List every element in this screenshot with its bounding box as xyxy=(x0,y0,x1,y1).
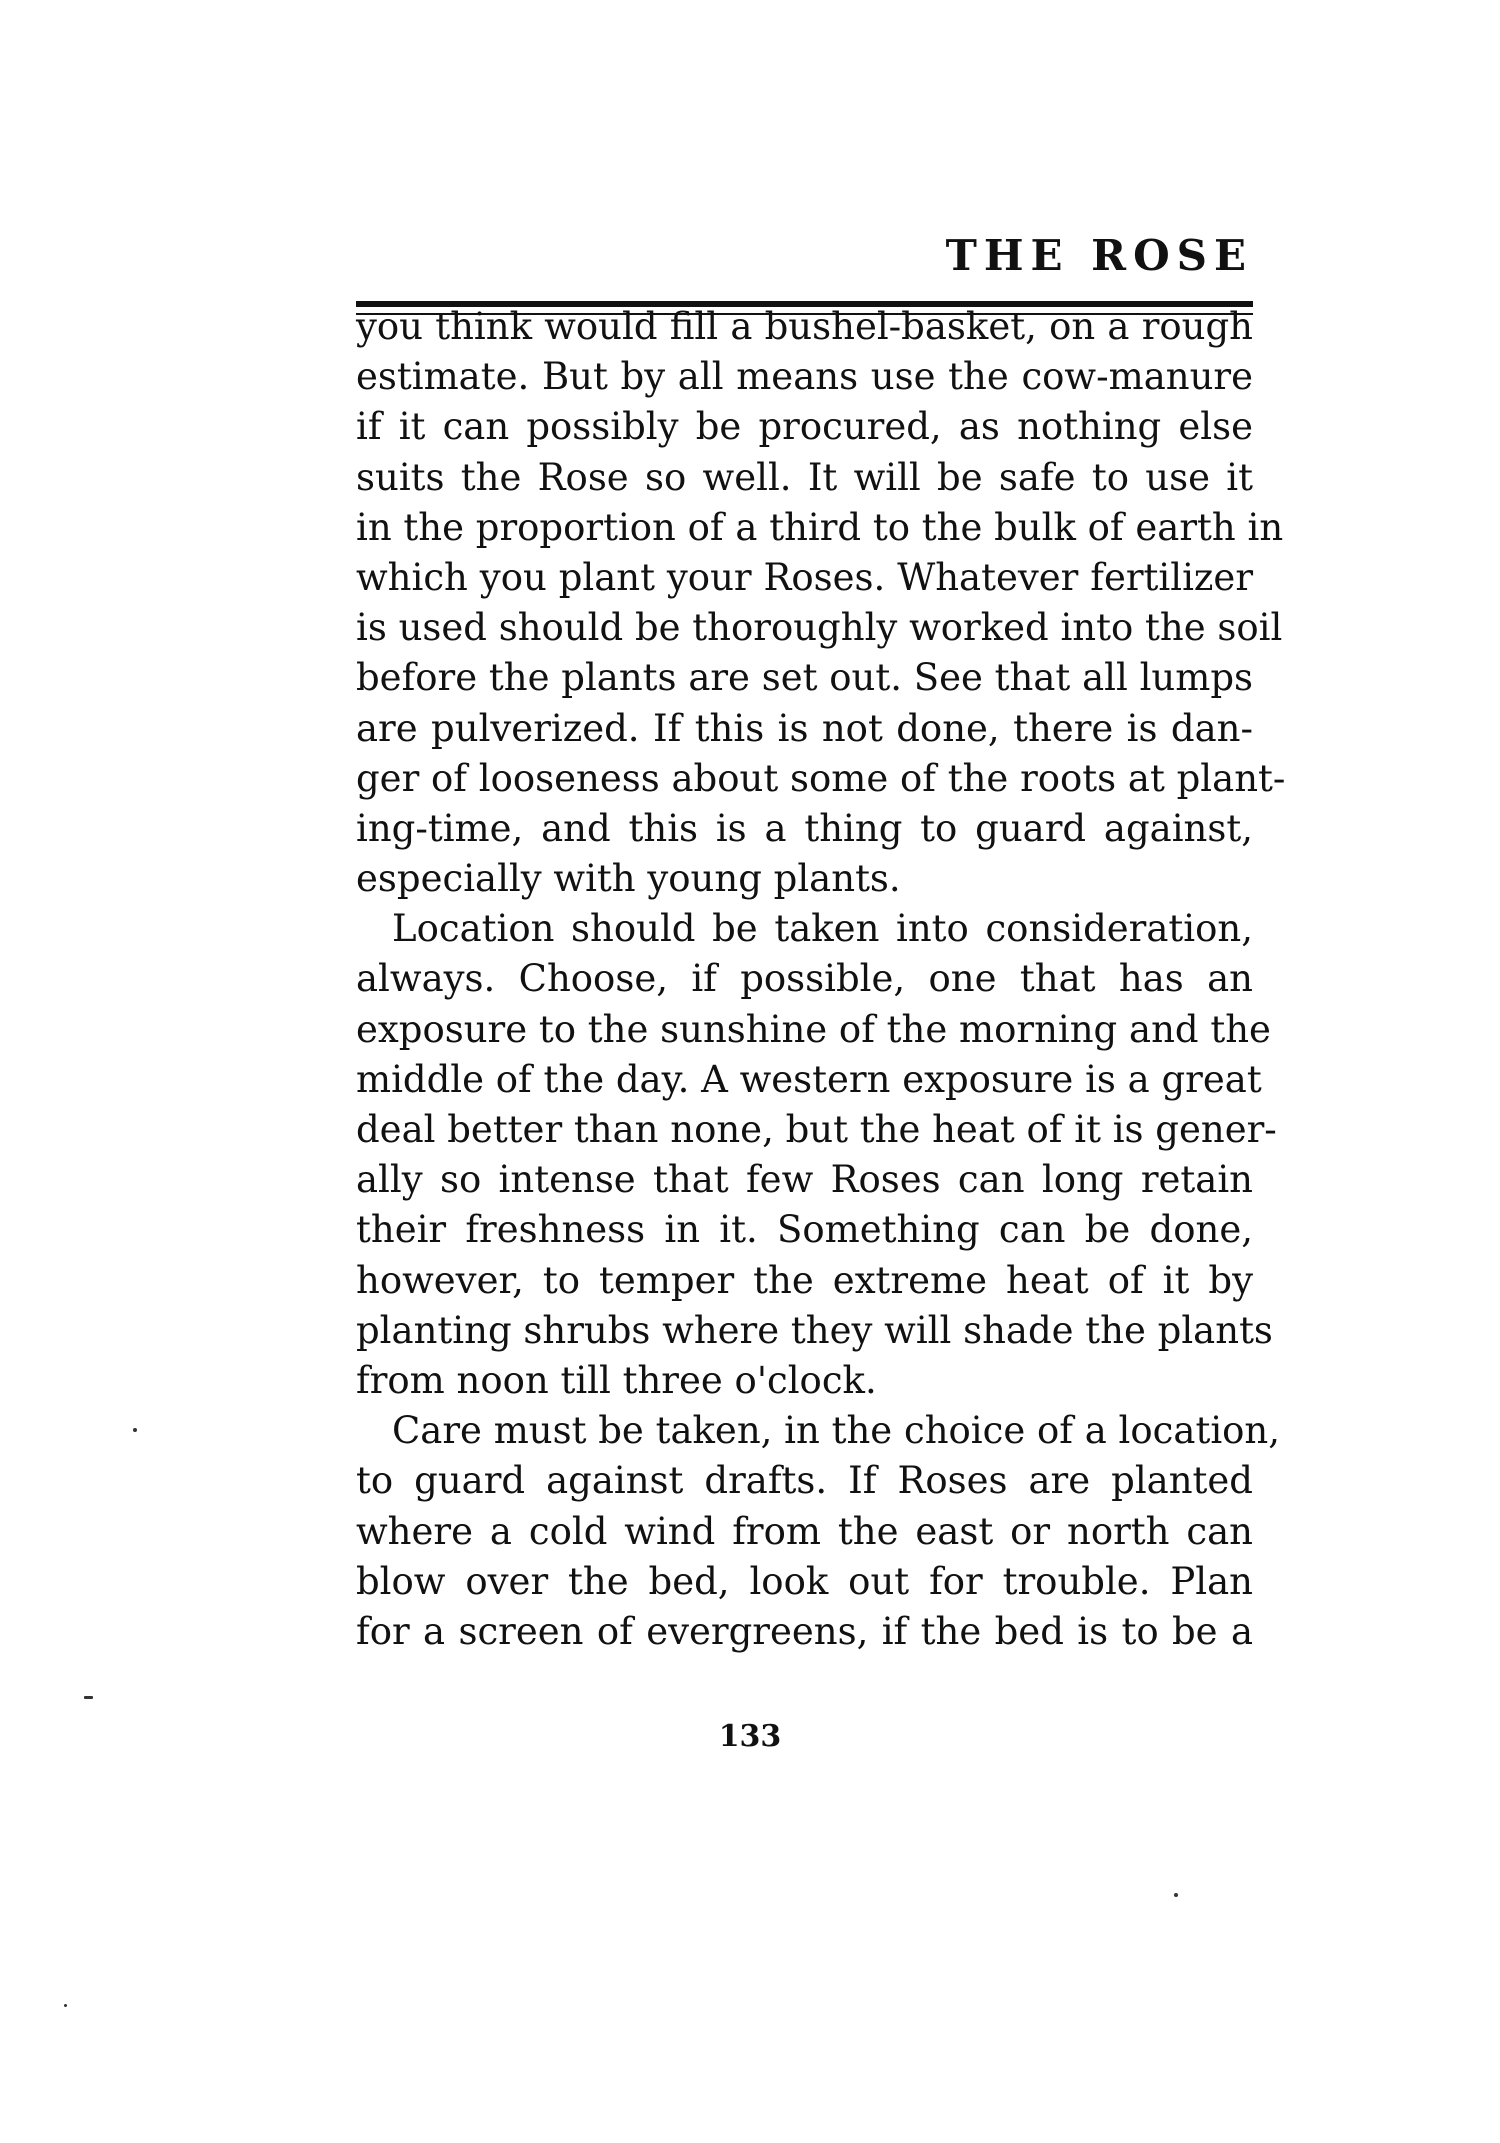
text-line: which you plant your Roses. Whatever fertilizer xyxy=(356,555,1253,599)
text-line: where a cold wind from the east or north can xyxy=(356,1509,1253,1553)
text-line: you think would fill a bushel-basket, on a rough xyxy=(356,305,1253,348)
scan-speck xyxy=(133,1428,137,1432)
text-line: planting shrubs where they will shade the plants xyxy=(356,1308,1273,1352)
paragraph-3 xyxy=(356,1406,1281,1657)
text-line: estimate. But by all means use the cow-manure xyxy=(356,355,1253,399)
text-line: from noon till three o'clock. xyxy=(356,1358,877,1402)
text-line: is used should be thoroughly worked into the soil xyxy=(356,606,1283,650)
running-head: THE ROSE xyxy=(945,231,1253,280)
text-line: always. Choose, if possible, one that has an xyxy=(356,957,1253,1001)
text-line: to guard against drafts. If Roses are planted xyxy=(356,1459,1253,1503)
paragraph-2 xyxy=(356,904,1277,1406)
text-line: exposure to the sunshine of the morning and the xyxy=(356,1007,1271,1051)
text-line: are pulverized. If this is not done, there is dan- xyxy=(356,706,1253,750)
text-line: blow over the bed, look out for trouble. Plan xyxy=(356,1559,1253,1603)
text-line: especially with young plants. xyxy=(356,857,901,901)
text-line: ger of looseness about some of the roots at plant- xyxy=(356,756,1286,800)
text-line: their freshness in it. Something can be done, xyxy=(356,1208,1253,1252)
scan-speck xyxy=(84,1696,93,1699)
text-line: Care must be taken, in the choice of a location, xyxy=(392,1409,1281,1453)
scan-speck xyxy=(64,2004,67,2007)
scan-speck xyxy=(1174,1893,1178,1897)
text-line: ing-time, and this is a thing to guard against, xyxy=(356,806,1253,850)
body-text xyxy=(356,302,1286,1657)
text-line: for a screen of evergreens, if the bed is to be a xyxy=(356,1609,1253,1653)
text-line: middle of the day. A western exposure is a great xyxy=(356,1057,1262,1101)
text-line: suits the Rose so well. It will be safe to use it xyxy=(356,455,1253,499)
text-line: deal better than none, but the heat of it is gener- xyxy=(356,1108,1277,1151)
paragraph-1 xyxy=(356,302,1286,904)
page-number: 133 xyxy=(718,1719,782,1754)
text-line: in the proportion of a third to the bulk of earth in xyxy=(356,505,1284,549)
text-line: before the plants are set out. See that all lumps xyxy=(356,656,1253,700)
text-line: however, to temper the extreme heat of it by xyxy=(356,1258,1253,1302)
text-line: if it can possibly be procured, as nothing else xyxy=(356,405,1253,449)
text-line: Location should be taken into consideration, xyxy=(392,907,1253,951)
text-line: ally so intense that few Roses can long retain xyxy=(356,1158,1253,1202)
